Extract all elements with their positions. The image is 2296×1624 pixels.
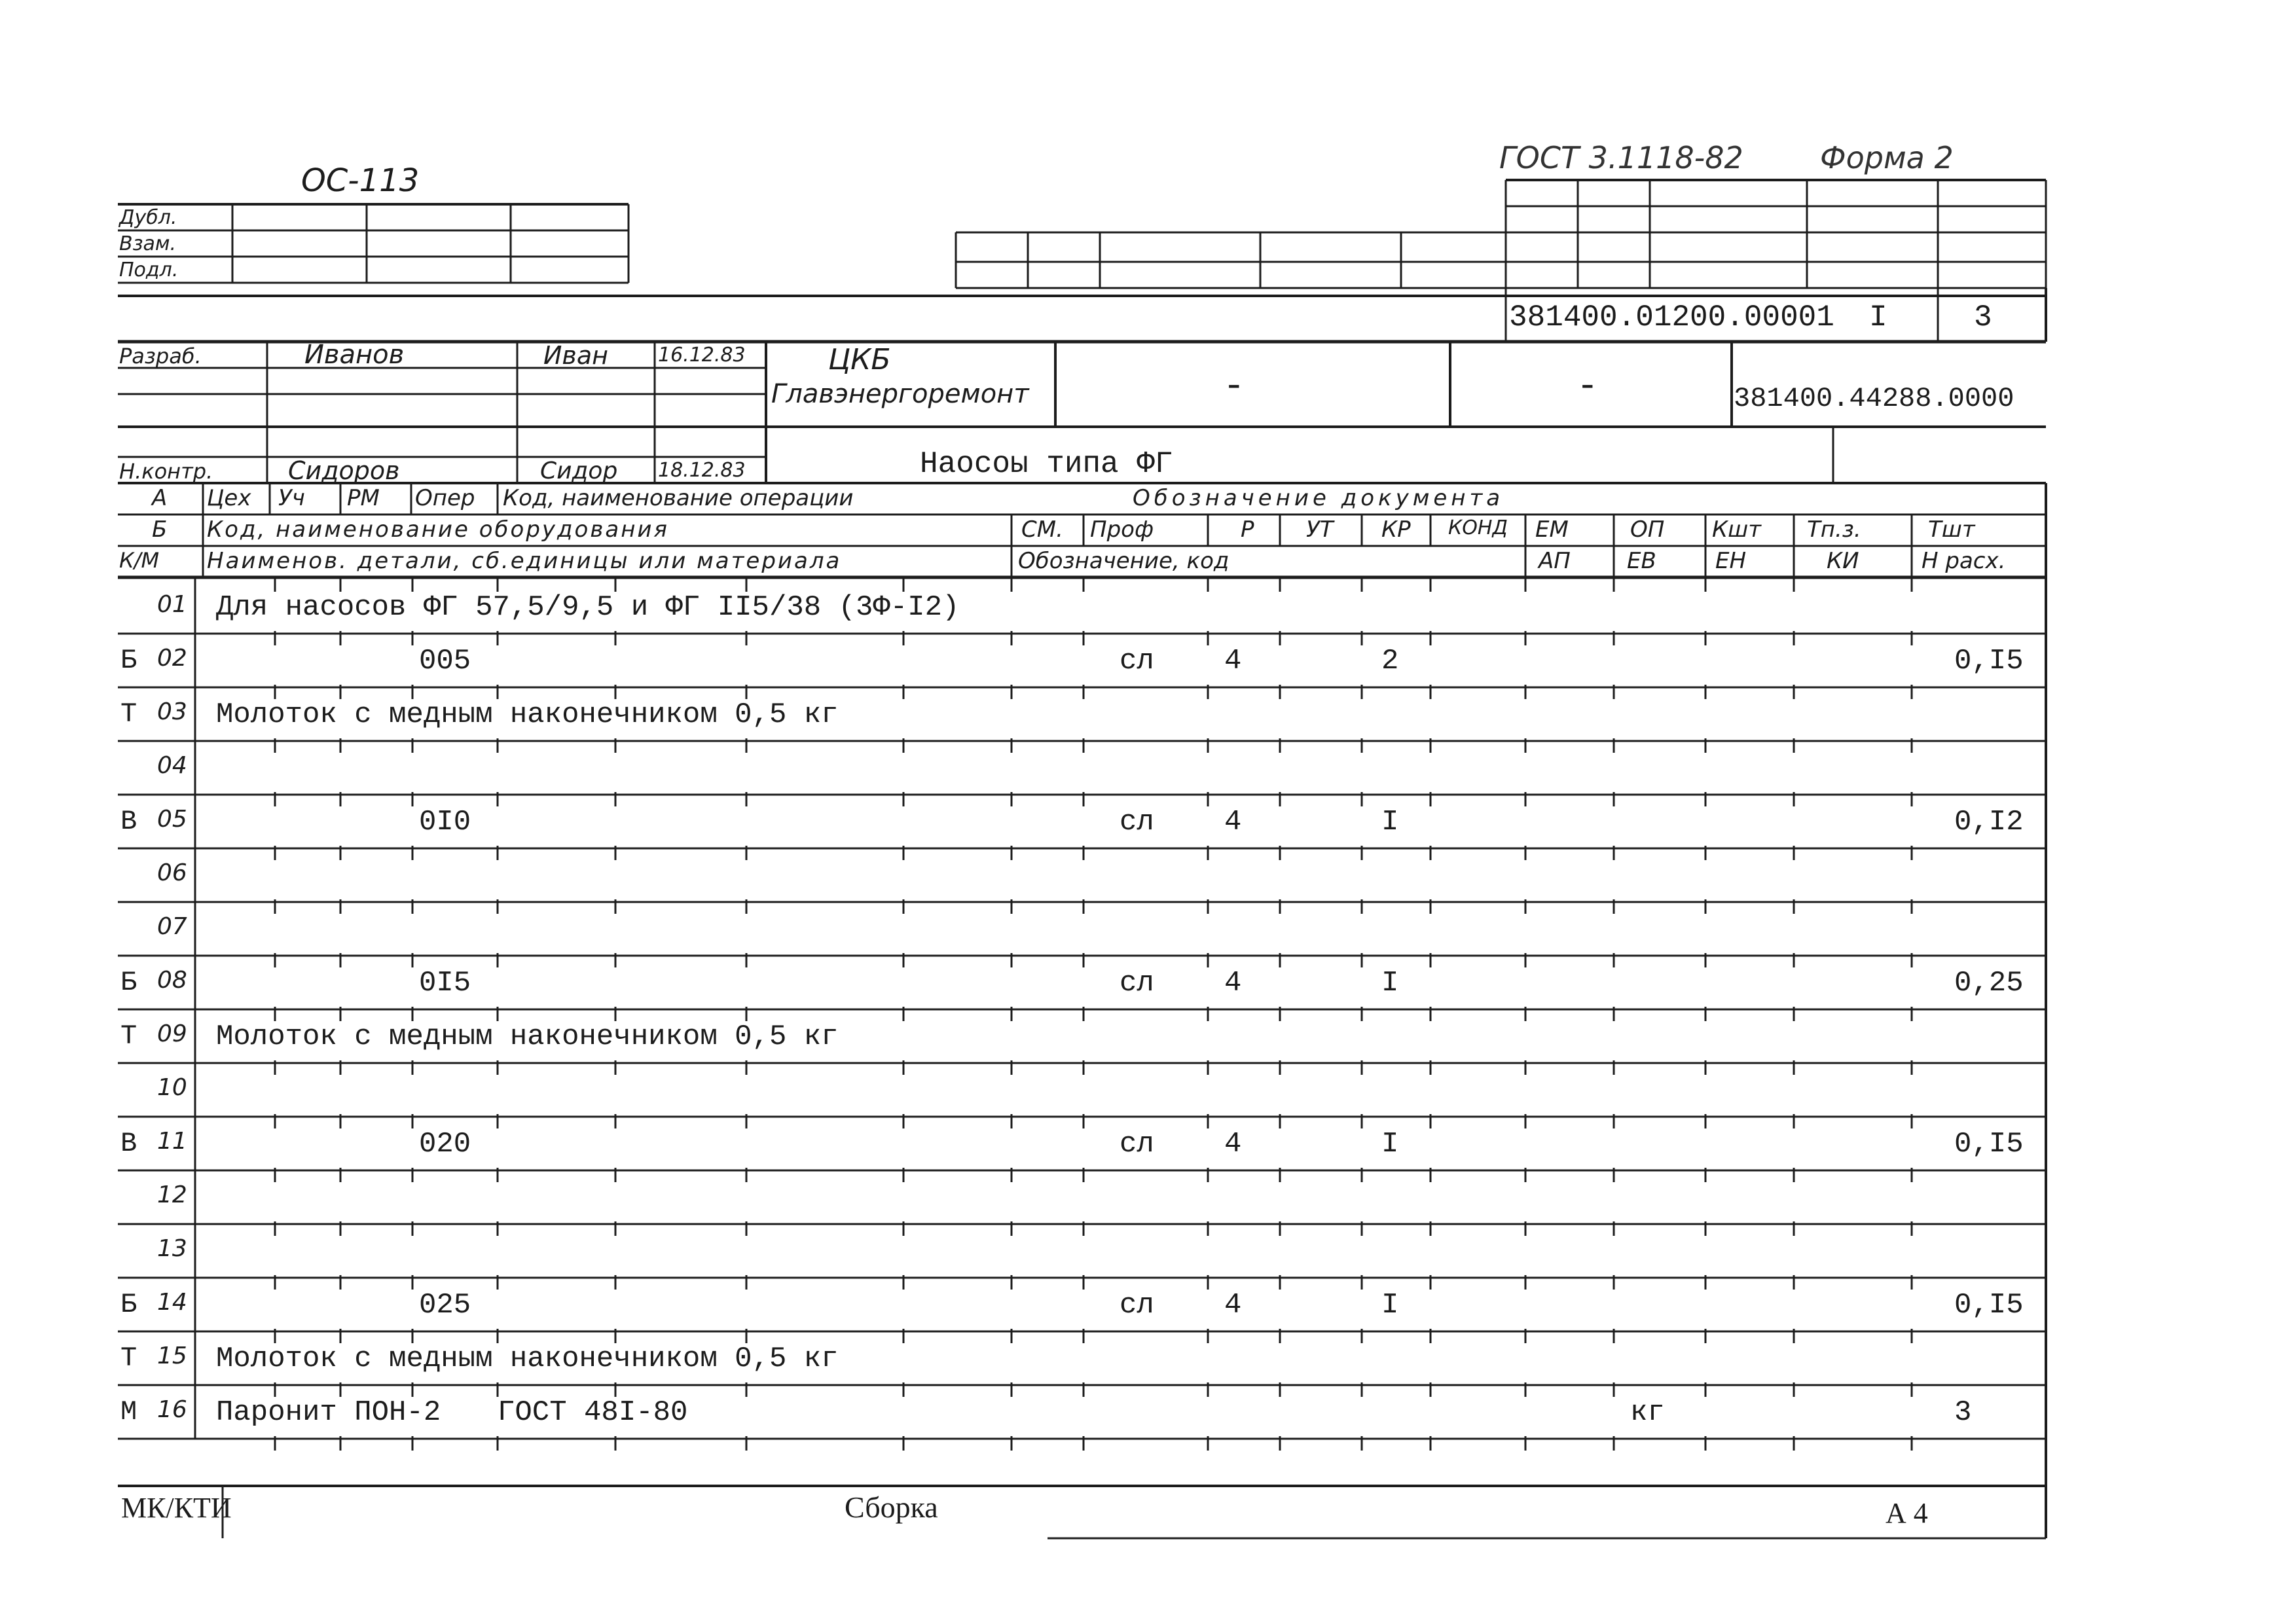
row-km-letter: К/М	[119, 548, 160, 573]
row-number: 15	[157, 1343, 187, 1369]
hdr-ev: ЕВ	[1627, 548, 1656, 574]
row-prefix: Б	[120, 1289, 137, 1320]
row-number: 16	[157, 1396, 187, 1423]
hdr-nrash: Н расх.	[1922, 548, 2006, 574]
hdr-em: ЕМ	[1535, 516, 1569, 543]
row-code: 0I0	[419, 806, 471, 839]
hdr-ap: АП	[1539, 548, 1571, 574]
row-code: ГОСТ 48I-80	[498, 1396, 688, 1429]
row-number: 06	[157, 859, 187, 886]
org-line2: Главэнергоремонт	[771, 379, 1029, 409]
hdr-uch: Уч	[278, 485, 305, 511]
stamp-podl: Подл.	[119, 259, 179, 281]
hdr-ceh: Цех	[207, 485, 251, 511]
row-prof: 4	[1224, 1289, 1242, 1322]
form-label: Форма 2	[1820, 140, 1954, 175]
row-b-letter: Б	[152, 516, 168, 543]
row-prof: 4	[1224, 806, 1242, 839]
razrab-label: Разраб.	[119, 344, 202, 369]
row-sm: сл	[1120, 1289, 1154, 1322]
hdr-ut: УТ	[1306, 516, 1334, 543]
row-text: Молоток с медным наконечником 0,5 кг	[216, 1020, 839, 1053]
row-number: 07	[157, 913, 187, 940]
row-tsht: 3	[1954, 1396, 1972, 1429]
hdr-prof: Проф	[1090, 516, 1154, 543]
hdr-part-name: Наименов. детали, сб.единицы или материала	[207, 548, 842, 574]
row-number: 13	[157, 1235, 187, 1262]
footer-center: Сборка	[845, 1490, 938, 1524]
sheets-total: 3	[1974, 300, 1992, 334]
row-a-letter: А	[152, 485, 168, 511]
row-number: 09	[157, 1020, 187, 1047]
row-code: 005	[419, 645, 471, 677]
document-title: Наосоы типа ФГ	[920, 447, 1173, 481]
nkontr-name: Сидоров	[288, 456, 400, 485]
row-number: 01	[157, 591, 187, 618]
row-prefix: Т	[120, 698, 137, 730]
hdr-rm: РМ	[347, 485, 380, 511]
nkontr-label: Н.контр.	[119, 459, 213, 484]
row-tsht: 0,I5	[1954, 645, 2024, 677]
row-prefix: М	[120, 1396, 137, 1428]
form-code: ОС-113	[301, 162, 420, 199]
row-code: 025	[419, 1289, 471, 1322]
row-tsht: 0,I2	[1954, 806, 2024, 839]
row-prefix: В	[120, 806, 137, 837]
row-kr: I	[1381, 1289, 1399, 1322]
hdr-ksht: Кшт	[1712, 516, 1762, 543]
row-code: 020	[419, 1128, 471, 1161]
row-kr: 2	[1381, 645, 1399, 677]
row-number: 08	[157, 967, 187, 994]
row-number: 10	[157, 1074, 187, 1101]
row-sm: сл	[1120, 806, 1154, 839]
footer-left: МК/КТИ	[121, 1492, 232, 1524]
row-text: Молоток с медным наконечником 0,5 кг	[216, 1343, 839, 1375]
row-prefix: Т	[120, 1020, 137, 1052]
hdr-kr: КР	[1381, 516, 1411, 543]
row-tsht: 0,I5	[1954, 1128, 2024, 1161]
sheet-number: I	[1869, 300, 1887, 334]
dash-b: -	[1576, 365, 1599, 407]
row-text: Для насосов ФГ 57,5/9,5 и ФГ II5/38 (3Ф-I2)	[216, 591, 960, 624]
row-number: 03	[157, 698, 187, 725]
row-kr: I	[1381, 967, 1399, 1000]
row-number: 05	[157, 806, 187, 833]
hdr-document-designation: Обозначение документа	[1133, 485, 1504, 511]
row-prof: 4	[1224, 1128, 1242, 1161]
dash-a: -	[1223, 365, 1245, 407]
nkontr-signature: Сидор	[540, 458, 618, 484]
row-prefix: Б	[120, 967, 137, 998]
row-prof: 4	[1224, 967, 1242, 1000]
row-code: 0I5	[419, 967, 471, 1000]
row-kr: I	[1381, 806, 1399, 839]
hdr-op: ОП	[1630, 516, 1665, 543]
hdr-r: Р	[1241, 516, 1254, 543]
hdr-equipment: Код, наименование оборудования	[207, 516, 669, 543]
row-text: Паронит ПОН-2	[216, 1396, 441, 1429]
row-sm: сл	[1120, 1128, 1154, 1161]
hdr-tsht: Тшт	[1928, 516, 1975, 543]
row-kr: кг	[1630, 1396, 1665, 1429]
row-number: 04	[157, 752, 187, 779]
hdr-kond: КОНД	[1448, 516, 1508, 539]
row-prof: 4	[1224, 645, 1242, 677]
assembly-code: 381400.44288.0000	[1734, 383, 2014, 414]
doc-number: 381400.01200.00001	[1509, 300, 1834, 334]
hdr-oper: Опер	[415, 485, 475, 511]
org-line1: ЦКБ	[828, 343, 891, 376]
nkontr-date: 18.12.83	[658, 459, 746, 482]
stamp-dubl: Дубл.	[119, 206, 177, 229]
standard-label: ГОСТ 3.1118-82	[1499, 140, 1743, 175]
row-sm: сл	[1120, 645, 1154, 677]
row-prefix: Т	[120, 1343, 137, 1374]
hdr-tpz: Тп.з.	[1807, 516, 1861, 543]
row-number: 11	[157, 1128, 187, 1155]
row-kr: I	[1381, 1128, 1399, 1161]
row-prefix: Б	[120, 645, 137, 676]
row-number: 12	[157, 1182, 187, 1208]
row-tsht: 0,I5	[1954, 1289, 2024, 1322]
row-tsht: 0,25	[1954, 967, 2024, 1000]
razrab-name: Иванов	[304, 340, 405, 370]
row-text: Молоток с медным наконечником 0,5 кг	[216, 698, 839, 731]
hdr-ki: КИ	[1827, 548, 1859, 574]
razrab-date: 16.12.83	[658, 344, 746, 367]
stamp-vzam: Взам.	[119, 232, 177, 255]
hdr-operation-code: Код, наименование операции	[503, 485, 854, 511]
hdr-designation-code: Обозначение, код	[1018, 548, 1230, 574]
hdr-en: ЕН	[1715, 548, 1747, 574]
row-number: 02	[157, 645, 187, 672]
razrab-signature: Иван	[543, 341, 608, 370]
row-prefix: В	[120, 1128, 137, 1159]
row-number: 14	[157, 1289, 187, 1316]
hdr-sm: СМ.	[1021, 516, 1063, 543]
row-sm: сл	[1120, 967, 1154, 1000]
footer-right: А 4	[1886, 1497, 1928, 1529]
